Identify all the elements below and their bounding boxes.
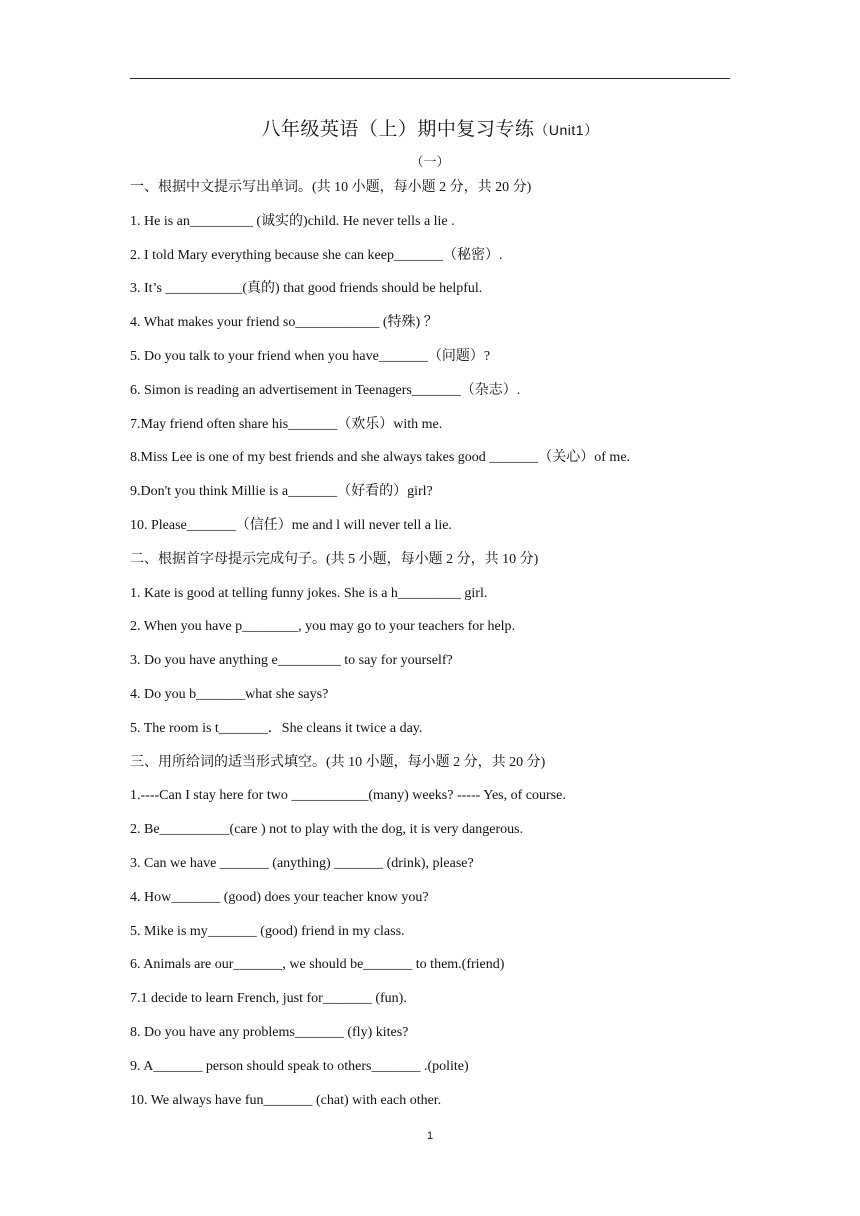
question-line: 5. The room is t_______．She cleans it twice a day.: [130, 720, 423, 736]
question-line: 2. Be__________(care ) not to play with the dog, it is very dangerous.: [130, 822, 524, 838]
question-line: 1. He is an_________ (诚实的)child. He never tells a lie .: [130, 213, 455, 229]
question-line: 8.Miss Lee is one of my best friends and she always takes good _______（关心）of me.: [130, 450, 631, 466]
question-line: 2. I told Mary everything because she can keep_______（秘密）.: [130, 247, 503, 263]
worksheet-body: [130, 179, 740, 1125]
question-line: 7.1 decide to learn French, just for_______ (fun).: [130, 991, 407, 1007]
question-line: 10. We always have fun_______ (chat) with each other.: [130, 1092, 442, 1108]
section-heading-3: 三、用所给词的适当形式填空。(共 10 小题，每小题 2 分，共 20 分): [130, 754, 546, 770]
question-line: 8. Do you have any problems_______ (fly) kites?: [130, 1024, 409, 1040]
question-line: 9.Don't you think Millie is a_______（好看的）girl?: [130, 484, 433, 500]
title-unit: （Unit1）: [534, 122, 599, 138]
header-rule: [130, 78, 730, 79]
page-subtitle: （一）: [410, 154, 450, 169]
question-line: 1. Kate is good at telling funny jokes. She is a h_________ girl.: [130, 585, 488, 601]
question-line: 4. How_______ (good) does your teacher know you?: [130, 889, 429, 905]
question-line: 10. Please_______（信任）me and l will never tell a lie.: [130, 517, 452, 533]
question-line: 5. Mike is my_______ (good) friend in my class.: [130, 923, 405, 939]
question-line: 6. Simon is reading an advertisement in Teenagers_______（杂志）.: [130, 382, 521, 398]
page-number: 1: [426, 1130, 434, 1142]
page-title: [0, 114, 860, 141]
question-line: 5. Do you talk to your friend when you have_______（问题）?: [130, 348, 491, 364]
question-line: 7.May friend often share his_______（欢乐）with me.: [130, 416, 443, 432]
question-line: 2. When you have p________, you may go to your teachers for help.: [130, 619, 516, 635]
question-line: 3. It’s ___________(真的) that good friends should be helpful.: [130, 281, 483, 297]
section-heading-1: 一、根据中文提示写出单词。(共 10 小题，每小题 2 分，共 20 分): [130, 180, 532, 195]
section-heading-2: 二、根据首字母提示完成句子。(共 5 小题，每小题 2 分，共 10 分): [130, 551, 539, 567]
question-line: 1.----Can I stay here for two ___________(many) weeks? ----- Yes, of course.: [130, 788, 566, 804]
question-line: 4. Do you b_______what she says?: [130, 686, 329, 702]
question-line: 4. What makes your friend so____________ (特殊) ？: [130, 315, 438, 331]
question-line: 6. Animals are our_______, we should be_______ to them.(friend): [130, 957, 505, 973]
question-line: 9. A_______ person should speak to others_______ .(polite): [130, 1058, 469, 1074]
title-main: 八年级英语（上）期中复习专练: [261, 119, 535, 140]
question-line: 3. Do you have anything e_________ to say for yourself?: [130, 653, 453, 669]
question-line: 3. Can we have _______ (anything) _______ (drink), please?: [130, 855, 474, 871]
